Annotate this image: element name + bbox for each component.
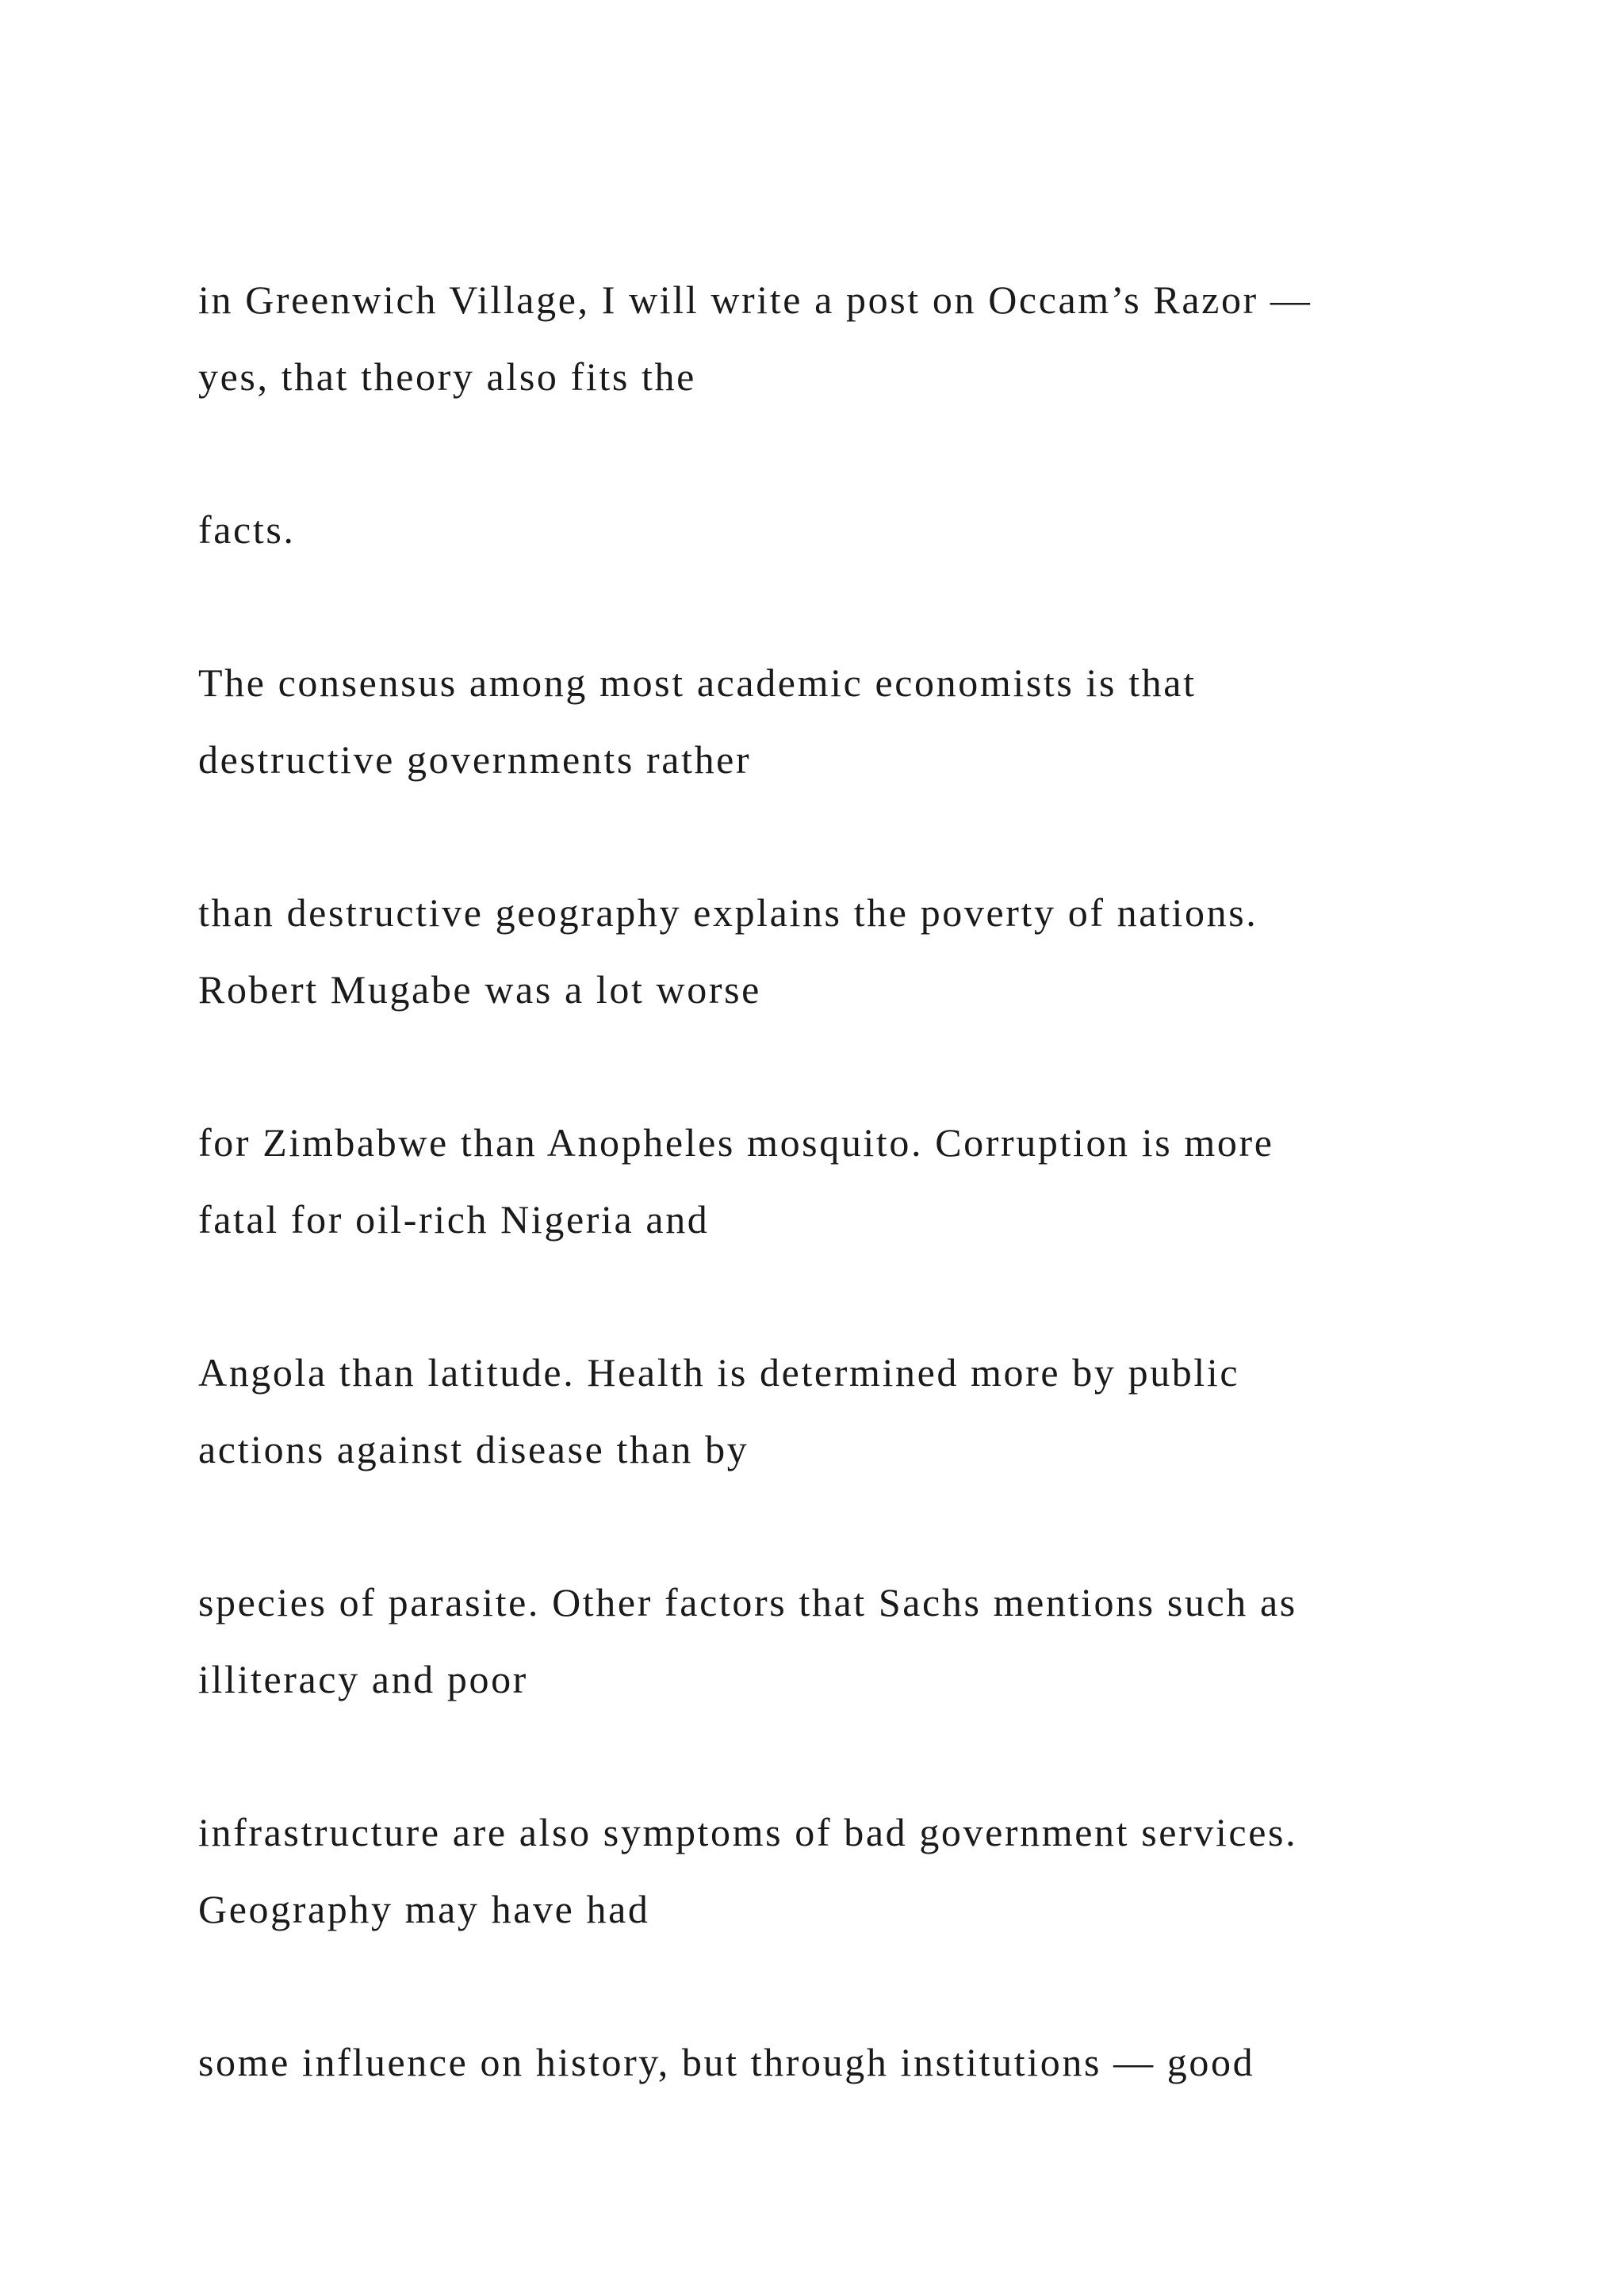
document-body [198,262,1562,2177]
paragraph-3 [198,645,1562,798]
paragraph-2 [198,492,1562,568]
text-line: Geography may have had [198,1887,650,1931]
paragraph-4 [198,874,1562,1028]
text-line: actions against disease than by [198,1427,749,1471]
text-line: yes, that theory also fits the [198,354,696,399]
text-line: species of parasite. Other factors that Sachs mentions such as [198,1580,1297,1624]
text-line: Angola than latitude. Health is determined more by public [198,1350,1240,1395]
paragraph-8 [198,1794,1562,1948]
text-line: fatal for oil-rich Nigeria and [198,1197,710,1242]
paragraph-1 [198,262,1562,415]
text-line: facts. [198,507,296,552]
text-line: in Greenwich Village, I will write a post on Occam’s Razor — [198,277,1312,322]
text-line: The consensus among most academic economists is that [198,660,1197,705]
text-line: some influence on history, but through institutions — good [198,2040,1255,2084]
text-line: destructive governments rather [198,737,752,782]
paragraph-6 [198,1334,1562,1488]
text-line: infrastructure are also symptoms of bad government services. [198,1810,1298,1854]
text-line: illiteracy and poor [198,1657,528,1701]
text-line: Robert Mugabe was a lot worse [198,967,761,1012]
paragraph-7 [198,1564,1562,1718]
text-line: than destructive geography explains the poverty of nations. [198,890,1258,935]
paragraph-9 [198,2024,1562,2101]
text-line: for Zimbabwe than Anopheles mosquito. Corruption is more [198,1120,1274,1165]
paragraph-5 [198,1104,1562,1258]
